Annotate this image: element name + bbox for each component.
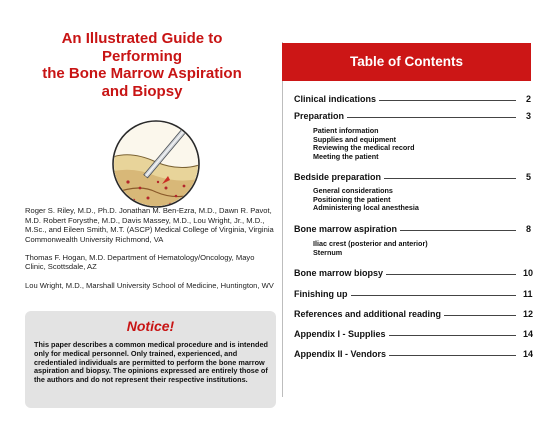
toc-entry-label: Finishing up	[294, 289, 348, 299]
title-line: An Illustrated Guide to	[61, 30, 223, 47]
toc-leader	[400, 230, 516, 231]
toc-entry-label: Bedside preparation	[294, 172, 382, 182]
toc-entry[interactable]	[294, 287, 531, 299]
toc-subentry[interactable]: Positioning the patient	[313, 194, 391, 204]
toc-page-number: 2	[525, 94, 531, 104]
toc-subentry[interactable]: Patient information	[313, 126, 379, 135]
toc-entry-label: Appendix I - Supplies	[294, 329, 386, 339]
toc-page-number: 10	[523, 268, 534, 278]
toc-page-number: 3	[525, 111, 531, 121]
toc-leader	[379, 100, 516, 101]
toc-page-number: 14	[523, 329, 534, 339]
toc-leader	[351, 295, 517, 296]
author-credits	[25, 206, 277, 299]
title-page-panel	[0, 0, 278, 433]
toc-subentries	[313, 187, 523, 213]
author-block: Thomas F. Hogan, M.D. Department of Hematology/Oncology, Mayo Clinic, Scottsdale, AZ	[25, 252, 255, 272]
toc-entry[interactable]	[294, 266, 534, 278]
toc-page-number: 11	[523, 289, 533, 299]
toc-entry[interactable]	[294, 327, 534, 339]
toc-subentry[interactable]: Administering local anesthesia	[313, 203, 419, 213]
toc-subentry[interactable]: Supplies and equipment	[313, 134, 397, 144]
toc-subentries	[313, 127, 523, 161]
toc-page-number: 14	[523, 349, 534, 359]
toc-header: Table of Contents	[282, 43, 531, 81]
toc-entry-label: Clinical indications	[294, 94, 377, 104]
toc-entry[interactable]	[294, 222, 531, 234]
toc-page-number: 5	[525, 172, 531, 182]
toc-subentry[interactable]: Sternum	[313, 247, 343, 257]
toc-entry-label: References and additional reading	[294, 309, 442, 319]
table-of-contents	[282, 0, 560, 433]
toc-subentry[interactable]: General considerations	[313, 186, 393, 195]
toc-subentry[interactable]: Iliac crest (posterior and anterior)	[313, 239, 428, 248]
toc-subentries	[313, 240, 523, 257]
title-line: and Biopsy	[101, 82, 183, 100]
toc-entry[interactable]	[294, 347, 534, 359]
toc-leader	[384, 178, 516, 179]
notice-body: This paper describes a common medical procedure and is intended only for medical personnel. Only trained, experienced, and credentialed individuals are permitted to perform the bone marrow aspiration and biopsy. The opinions expressed are entirely those of the authors and do not represent their respective institutions.	[34, 340, 268, 385]
toc-subentry[interactable]: Reviewing the medical record	[313, 143, 415, 153]
toc-entry[interactable]	[294, 109, 531, 121]
bone-marrow-needle-illustration-icon	[110, 118, 202, 210]
toc-subentry[interactable]: Meeting the patient	[313, 151, 379, 161]
document-title	[8, 30, 276, 100]
toc-entry-label: Bone marrow aspiration	[294, 224, 398, 234]
toc-entry-label: Appendix II - Vendors	[294, 349, 387, 359]
toc-entry[interactable]	[294, 307, 534, 319]
toc-entry-label: Bone marrow biopsy	[294, 268, 384, 278]
toc-entry-label: Preparation	[294, 111, 345, 121]
toc-leader	[444, 315, 516, 316]
toc-leader	[389, 355, 516, 356]
toc-leader	[347, 117, 516, 118]
toc-page-number: 8	[525, 224, 531, 234]
notice-title: Notice!	[126, 318, 175, 334]
toc-entry[interactable]	[294, 92, 531, 104]
title-line: the Bone Marrow Aspiration	[42, 65, 242, 82]
author-block: Roger S. Riley, M.D., Ph.D. Jonathan M. Ben-Ezra, M.D., Dawn R. Pavot, M.D. Robert Forysthe, M.D., Davis Massey, M.D., Lou Wright, Jr., M.D., M.Sc., and Eileen Smith, M.T. (ASCP) Medical College of Virginia, Virginia Commonwealth University Richmond, VA	[25, 206, 274, 244]
toc-leader	[386, 274, 516, 275]
author-block: Lou Wright, M.D., Marshall University School of Medicine, Huntington, WV	[25, 280, 274, 290]
toc-leader	[389, 335, 516, 336]
toc-entry[interactable]	[294, 170, 531, 182]
title-line: Performing	[101, 47, 182, 65]
toc-page-number: 12	[523, 309, 534, 319]
notice-box	[25, 311, 276, 408]
